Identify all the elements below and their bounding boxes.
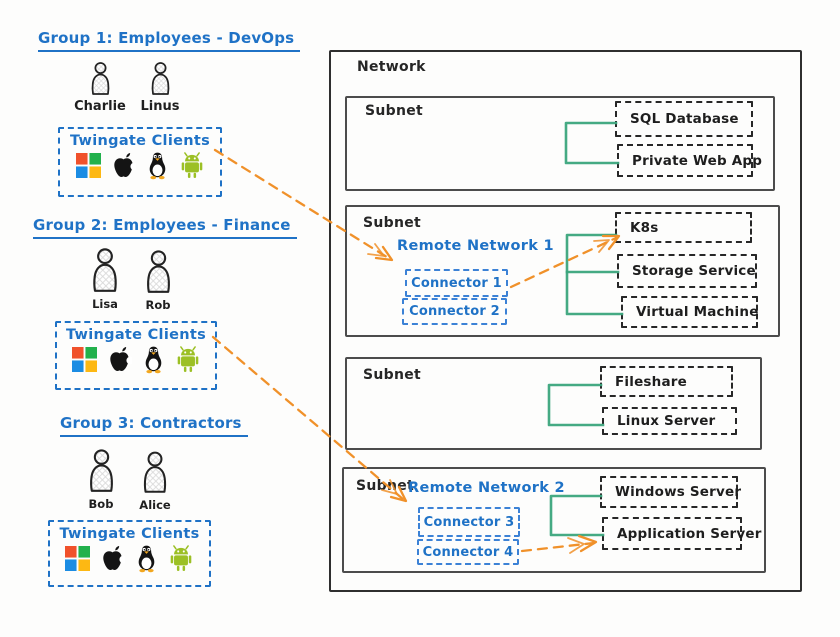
service-virtual-machine: Virtual Machine [621,296,758,328]
user-rob [130,250,186,312]
windows-icon [76,153,101,178]
service-storage-service: Storage Service [617,254,757,288]
user-icon [141,250,176,296]
subnet-2-label: Subnet [363,215,422,231]
linux-icon [146,151,169,180]
connector-2: Connector 2 [402,298,507,325]
user-icon [147,62,174,97]
connector-4: Connector 4 [417,539,519,565]
os-icon-row [72,345,201,374]
group-1-title: Group 1: Employees - DevOps [38,29,300,52]
connector-1: Connector 1 [405,269,508,297]
service-application-server: Application Server [602,517,742,550]
linux-icon [135,544,158,573]
android-icon [175,345,201,374]
group-3-title: Group 3: Contractors [60,414,248,437]
windows-icon [72,347,97,372]
apple-icon [107,345,132,374]
network-label: Network [357,59,426,75]
user-icon [87,62,114,97]
user-name: Lisa [92,297,118,311]
windows-icon [65,546,90,571]
android-icon [179,151,205,180]
subnet-3-label: Subnet [363,367,422,383]
user-name: Linus [140,99,180,114]
linux-icon [142,345,165,374]
twingate-clients-label: Twingate Clients [69,133,211,149]
remote-network-2-label: Remote Network 2 [408,480,565,496]
os-icon-row [65,544,194,573]
service-private-web-app: Private Web App [617,144,753,177]
user-name: Bob [88,497,114,511]
service-linux-server: Linux Server [602,407,737,435]
user-icon [84,449,119,495]
user-bob [73,449,129,511]
group-2-title: Group 2: Employees - Finance [33,216,297,239]
user-lisa [77,248,133,311]
service-k8s: K8s [615,212,752,243]
service-fileshare: Fileshare [600,366,733,397]
user-icon [138,451,172,496]
remote-network-1-label: Remote Network 1 [397,238,554,254]
twingate-clients-box-group-1 [58,127,222,197]
twingate-clients-label: Twingate Clients [65,327,207,343]
twingate-clients-label: Twingate Clients [59,526,200,542]
apple-icon [111,151,136,180]
service-windows-server: Windows Server [600,476,738,508]
connector-3: Connector 3 [418,507,520,537]
twingate-clients-box-group-3 [48,520,211,587]
subnet-1-label: Subnet [365,103,424,119]
user-name: Alice [139,498,171,512]
apple-icon [100,544,125,573]
subnet-4-label: Subnet [356,478,415,494]
os-icon-row [76,151,205,180]
user-name: Charlie [74,99,126,114]
android-icon [168,544,194,573]
user-icon [87,248,123,295]
user-alice [127,451,183,512]
user-charlie [72,62,128,114]
twingate-clients-box-group-2 [55,321,217,390]
service-sql-database: SQL Database [615,101,753,137]
user-linus [132,62,188,114]
user-name: Rob [145,298,171,312]
